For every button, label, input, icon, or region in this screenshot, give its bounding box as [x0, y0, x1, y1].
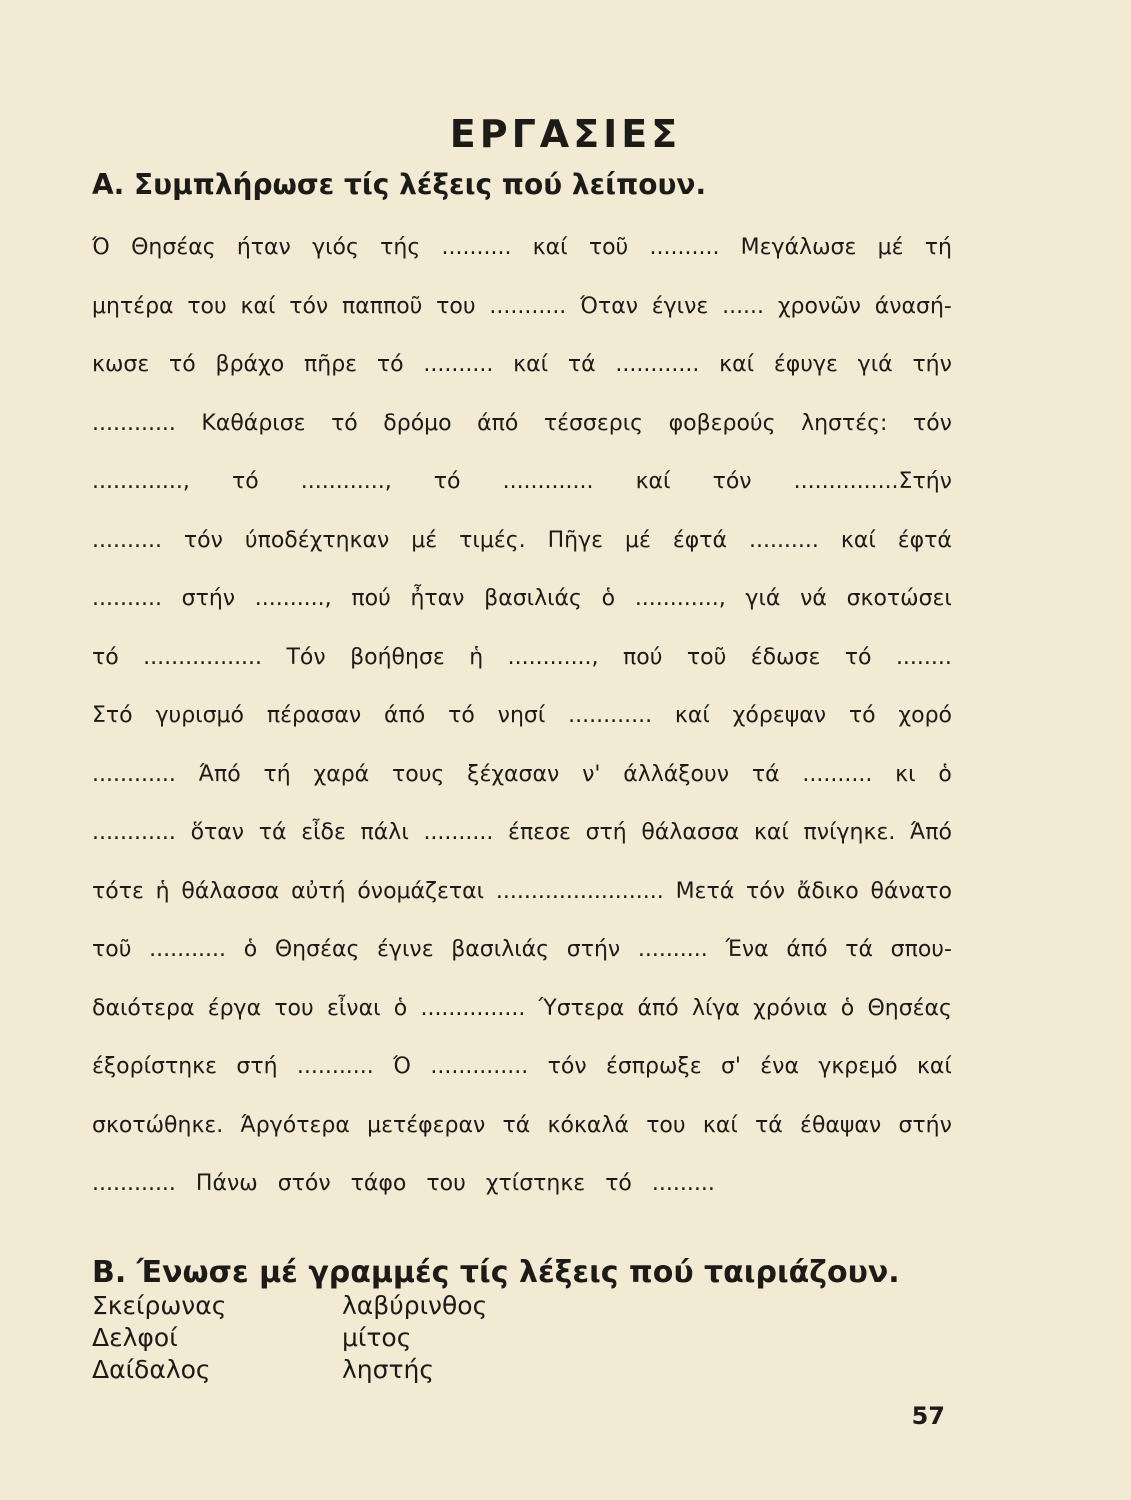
match-left-column	[92, 1290, 226, 1386]
text-line: Ό Θησέας ήταν γιός τής .......... καί τοῦ .......... Μεγάλωσε μέ τή	[92, 235, 952, 260]
text-line: ............ ὅταν τά εἶδε πάλι .......... έπεσε στή θάλασσα καί πνίγηκε. Άπό	[92, 820, 952, 845]
match-right-item: μίτος	[342, 1323, 412, 1352]
match-right-item: ληστής	[342, 1355, 435, 1384]
text-line: ............ Πάνω στόν τάφο του χτίστηκε τό .........	[92, 1171, 715, 1196]
text-line: κωσε τό βράχο πῆρε τό .......... καί τά ............ καί έφυγε γιά τήν	[92, 352, 952, 377]
text-line: .......... στήν .........., πού ἦταν βασιλιάς ὁ ............, γιά νά σκοτώσει	[92, 586, 952, 611]
text-line: Στό γυρισμό πέρασαν άπό τό νησί ............ καί χόρεψαν τό χορό	[92, 703, 952, 728]
text-line: ............ Άπό τή χαρά τους ξέχασαν ν' άλλάξουν τά .......... κι ὁ	[92, 762, 952, 787]
match-left-item: Δελφοί	[92, 1323, 178, 1352]
text-line: σκοτώθηκε. Άργότερα μετέφεραν τά κόκαλά του καί τά έθαψαν στήν	[92, 1113, 952, 1138]
match-right-column	[342, 1290, 487, 1386]
section-b-heading: Β. Ένωσε μέ γραμμές τίς λέξεις πού ταιριάζουν.	[92, 1255, 900, 1290]
text-line: .......... τόν ύποδέχτηκαν μέ τιμές. Πῆγε μέ έφτά .......... καί έφτά	[92, 528, 952, 553]
text-line: έξορίστηκε στή ........... Ό .............. τόν έσπρωξε σ' ένα γκρεμό καί	[92, 1054, 952, 1079]
text-line: ............., τό ............, τό ............. καί τόν ...............Στήν	[92, 469, 952, 494]
text-line: τό ................. Τόν βοήθησε ἡ ............, πού τοῦ έδωσε τό ........	[92, 645, 952, 670]
text-line: ............ Καθάρισε τό δρόμο άπό τέσσερις φοβερούς ληστές: τόν	[92, 411, 952, 436]
page-title: ΕΡΓΑΣΙΕΣ	[449, 112, 682, 156]
text-line: τότε ἡ θάλασσα αὐτή όνομάζεται ........................ Μετά τόν ἄδικο θάνατο	[92, 879, 952, 904]
text-line: τοῦ ........... ὁ Θησέας έγινε βασιλιάς στήν .......... Ένα άπό τά σπου-	[92, 937, 952, 962]
page-number: 57	[911, 1402, 945, 1430]
text-line: μητέρα του καί τόν παπποῦ του ........... Όταν έγινε ...... χρονῶν άνασή-	[92, 294, 952, 319]
match-right-item: λαβύρινθος	[342, 1291, 488, 1320]
section-a-heading: Α. Συμπλήρωσε τίς λέξεις πού λείπουν.	[92, 168, 707, 201]
text-line: δαιότερα έργα του εἶναι ὁ ............... Ύστερα άπό λίγα χρόνια ὁ Θησέας	[92, 996, 952, 1021]
match-left-item: Δαίδαλος	[92, 1355, 211, 1384]
match-left-item: Σκείρωνας	[92, 1291, 227, 1320]
